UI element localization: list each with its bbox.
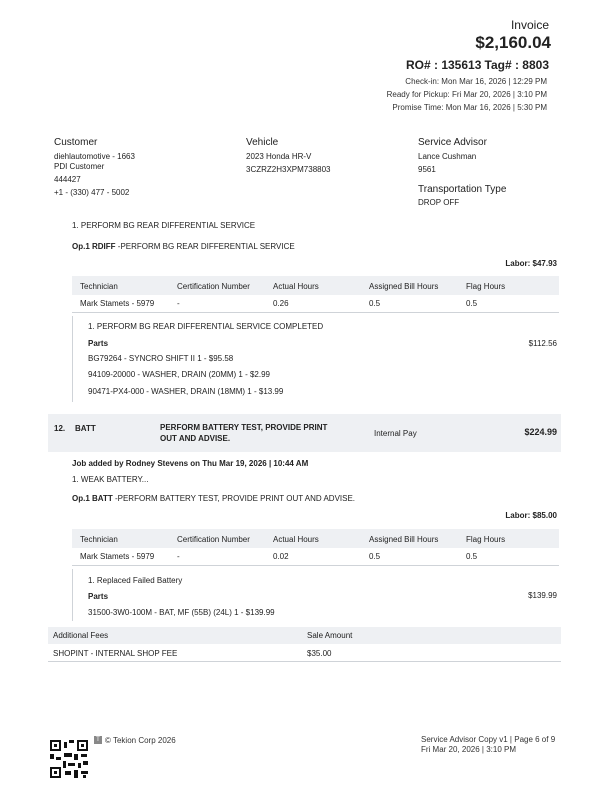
job12-title-1: PERFORM BATTERY TEST, PROVIDE PRINT: [160, 423, 328, 432]
vehicle-vin: 3CZRZ2H3XPM738803: [246, 165, 331, 174]
job11-col-flag-hours: Flag Hours: [466, 282, 506, 291]
footer-printed: Fri Mar 20, 2026 | 3:10 PM: [421, 745, 517, 754]
job11-technician: Mark Stamets - 5979: [80, 299, 155, 308]
job12-col-bill-hours: Assigned Bill Hours: [369, 535, 439, 544]
job11-parts-total: $112.56: [528, 339, 557, 348]
job11-table-divider: [72, 312, 559, 313]
job12-col-certification: Certification Number: [177, 535, 250, 544]
job12-labor: Labor: $85.00: [505, 511, 557, 520]
advisor-name: Lance Cushman: [418, 152, 477, 161]
ro-number: RO# : 135613: [406, 58, 482, 72]
job12-actual-hours: 0.02: [273, 552, 289, 561]
footer-copyright: © Tekion Corp 2026: [105, 736, 176, 745]
qr-code: [50, 740, 88, 778]
job11-op-code: Op.1 RDIFF: [72, 242, 116, 251]
job11-correction: 1. PERFORM BG REAR DIFFERENTIAL SERVICE COMPLETED: [88, 322, 324, 331]
transport-heading: Transportation Type: [418, 184, 507, 195]
job12-op-desc: -PERFORM BATTERY TEST, PROVIDE PRINT OUT AND ADVISE.: [112, 494, 356, 503]
job12-parts-label: Parts: [88, 592, 109, 601]
job12-flag-hours: 0.5: [466, 552, 478, 561]
footer-copy-page: Service Advisor Copy v1 | Page 6 of 9: [421, 735, 556, 744]
fee-amount: $35.00: [307, 649, 332, 658]
job11-labor: Labor: $47.93: [505, 259, 557, 268]
customer-heading: Customer: [54, 137, 98, 148]
invoice-label: Invoice: [510, 18, 549, 32]
job11-col-certification: Certification Number: [177, 282, 250, 291]
job11-part-3: 90471-PX4-000 - WASHER, DRAIN (18MM) 1 - $13.99: [88, 387, 284, 396]
job11-col-actual-hours: Actual Hours: [273, 282, 319, 291]
job11-certification: -: [177, 299, 180, 308]
job12-part-1: 31500-3W0-100M - BAT, MF (55B) (24L) 1 - $139.99: [88, 608, 275, 617]
job11-correction-rule: [72, 316, 73, 402]
job12-certification: -: [177, 552, 180, 561]
customer-phone: +1 - (330) 477 - 5002: [54, 188, 130, 197]
job12-technician: Mark Stamets - 5979: [80, 552, 155, 561]
customer-type: PDI Customer: [54, 162, 105, 171]
tekion-logo-icon: T: [94, 736, 102, 744]
job11-parts-label: Parts: [88, 339, 109, 348]
fees-divider: [48, 661, 561, 662]
tag-number: Tag# : 8803: [484, 58, 549, 72]
customer-number: 444427: [54, 175, 81, 184]
job12-bill-hours: 0.5: [369, 552, 381, 561]
job12-title-2: OUT AND ADVISE.: [160, 434, 231, 443]
job11-concern: 1. PERFORM BG REAR DIFFERENTIAL SERVICE: [72, 221, 256, 230]
job11-part-2: 94109-20000 - WASHER, DRAIN (20MM) 1 - $2.99: [88, 370, 270, 379]
job12-code: BATT: [75, 424, 96, 433]
job11-col-bill-hours: Assigned Bill Hours: [369, 282, 439, 291]
job11-part-1: BG79264 - SYNCRO SHIFT II 1 - $95.58: [88, 354, 234, 363]
job12-correction-rule: [72, 569, 73, 621]
job11-actual-hours: 0.26: [273, 299, 289, 308]
job11-col-technician: Technician: [80, 282, 118, 291]
job12-col-technician: Technician: [80, 535, 118, 544]
ready-for-pickup-time: Ready for Pickup: Fri Mar 20, 2026 | 3:10 PM: [386, 90, 547, 99]
transport-value: DROP OFF: [418, 198, 460, 207]
job11-flag-hours: 0.5: [466, 299, 478, 308]
job12-correction: 1. Replaced Failed Battery: [88, 576, 183, 585]
fees-amount-heading: Sale Amount: [307, 631, 353, 640]
job12-parts-total: $139.99: [528, 591, 557, 600]
job12-table-divider: [72, 565, 559, 566]
fee-name: SHOPINT - INTERNAL SHOP FEE: [53, 649, 178, 658]
invoice-total: $2,160.04: [475, 33, 551, 52]
job11-op-desc: -PERFORM BG REAR DIFFERENTIAL SERVICE: [115, 242, 295, 251]
promise-time: Promise Time: Mon Mar 16, 2026 | 5:30 PM: [392, 103, 547, 112]
vehicle-heading: Vehicle: [246, 137, 279, 148]
job11-bill-hours: 0.5: [369, 299, 381, 308]
job12-op-code: Op.1 BATT: [72, 494, 113, 503]
vehicle-model: 2023 Honda HR-V: [246, 152, 312, 161]
job12-added-by: Job added by Rodney Stevens on Thu Mar 19, 2026 | 10:44 AM: [72, 459, 309, 468]
job12-col-flag-hours: Flag Hours: [466, 535, 506, 544]
job12-header-band: [48, 414, 561, 452]
job12-concern: 1. WEAK BATTERY...: [72, 475, 149, 484]
job12-number: 12.: [54, 424, 66, 433]
job12-operation: [72, 494, 355, 503]
advisor-heading: Service Advisor: [418, 137, 487, 148]
job12-col-actual-hours: Actual Hours: [273, 535, 319, 544]
check-in-time: Check-in: Mon Mar 16, 2026 | 12:29 PM: [405, 77, 547, 86]
fees-header-band: [48, 627, 561, 644]
fees-heading: Additional Fees: [53, 631, 109, 640]
customer-name: diehlautomotive - 1663: [54, 152, 135, 161]
job11-operation: [72, 242, 295, 251]
advisor-id: 9561: [418, 165, 436, 174]
job12-amount: $224.99: [524, 427, 557, 437]
job12-pay-type: Internal Pay: [374, 429, 417, 438]
